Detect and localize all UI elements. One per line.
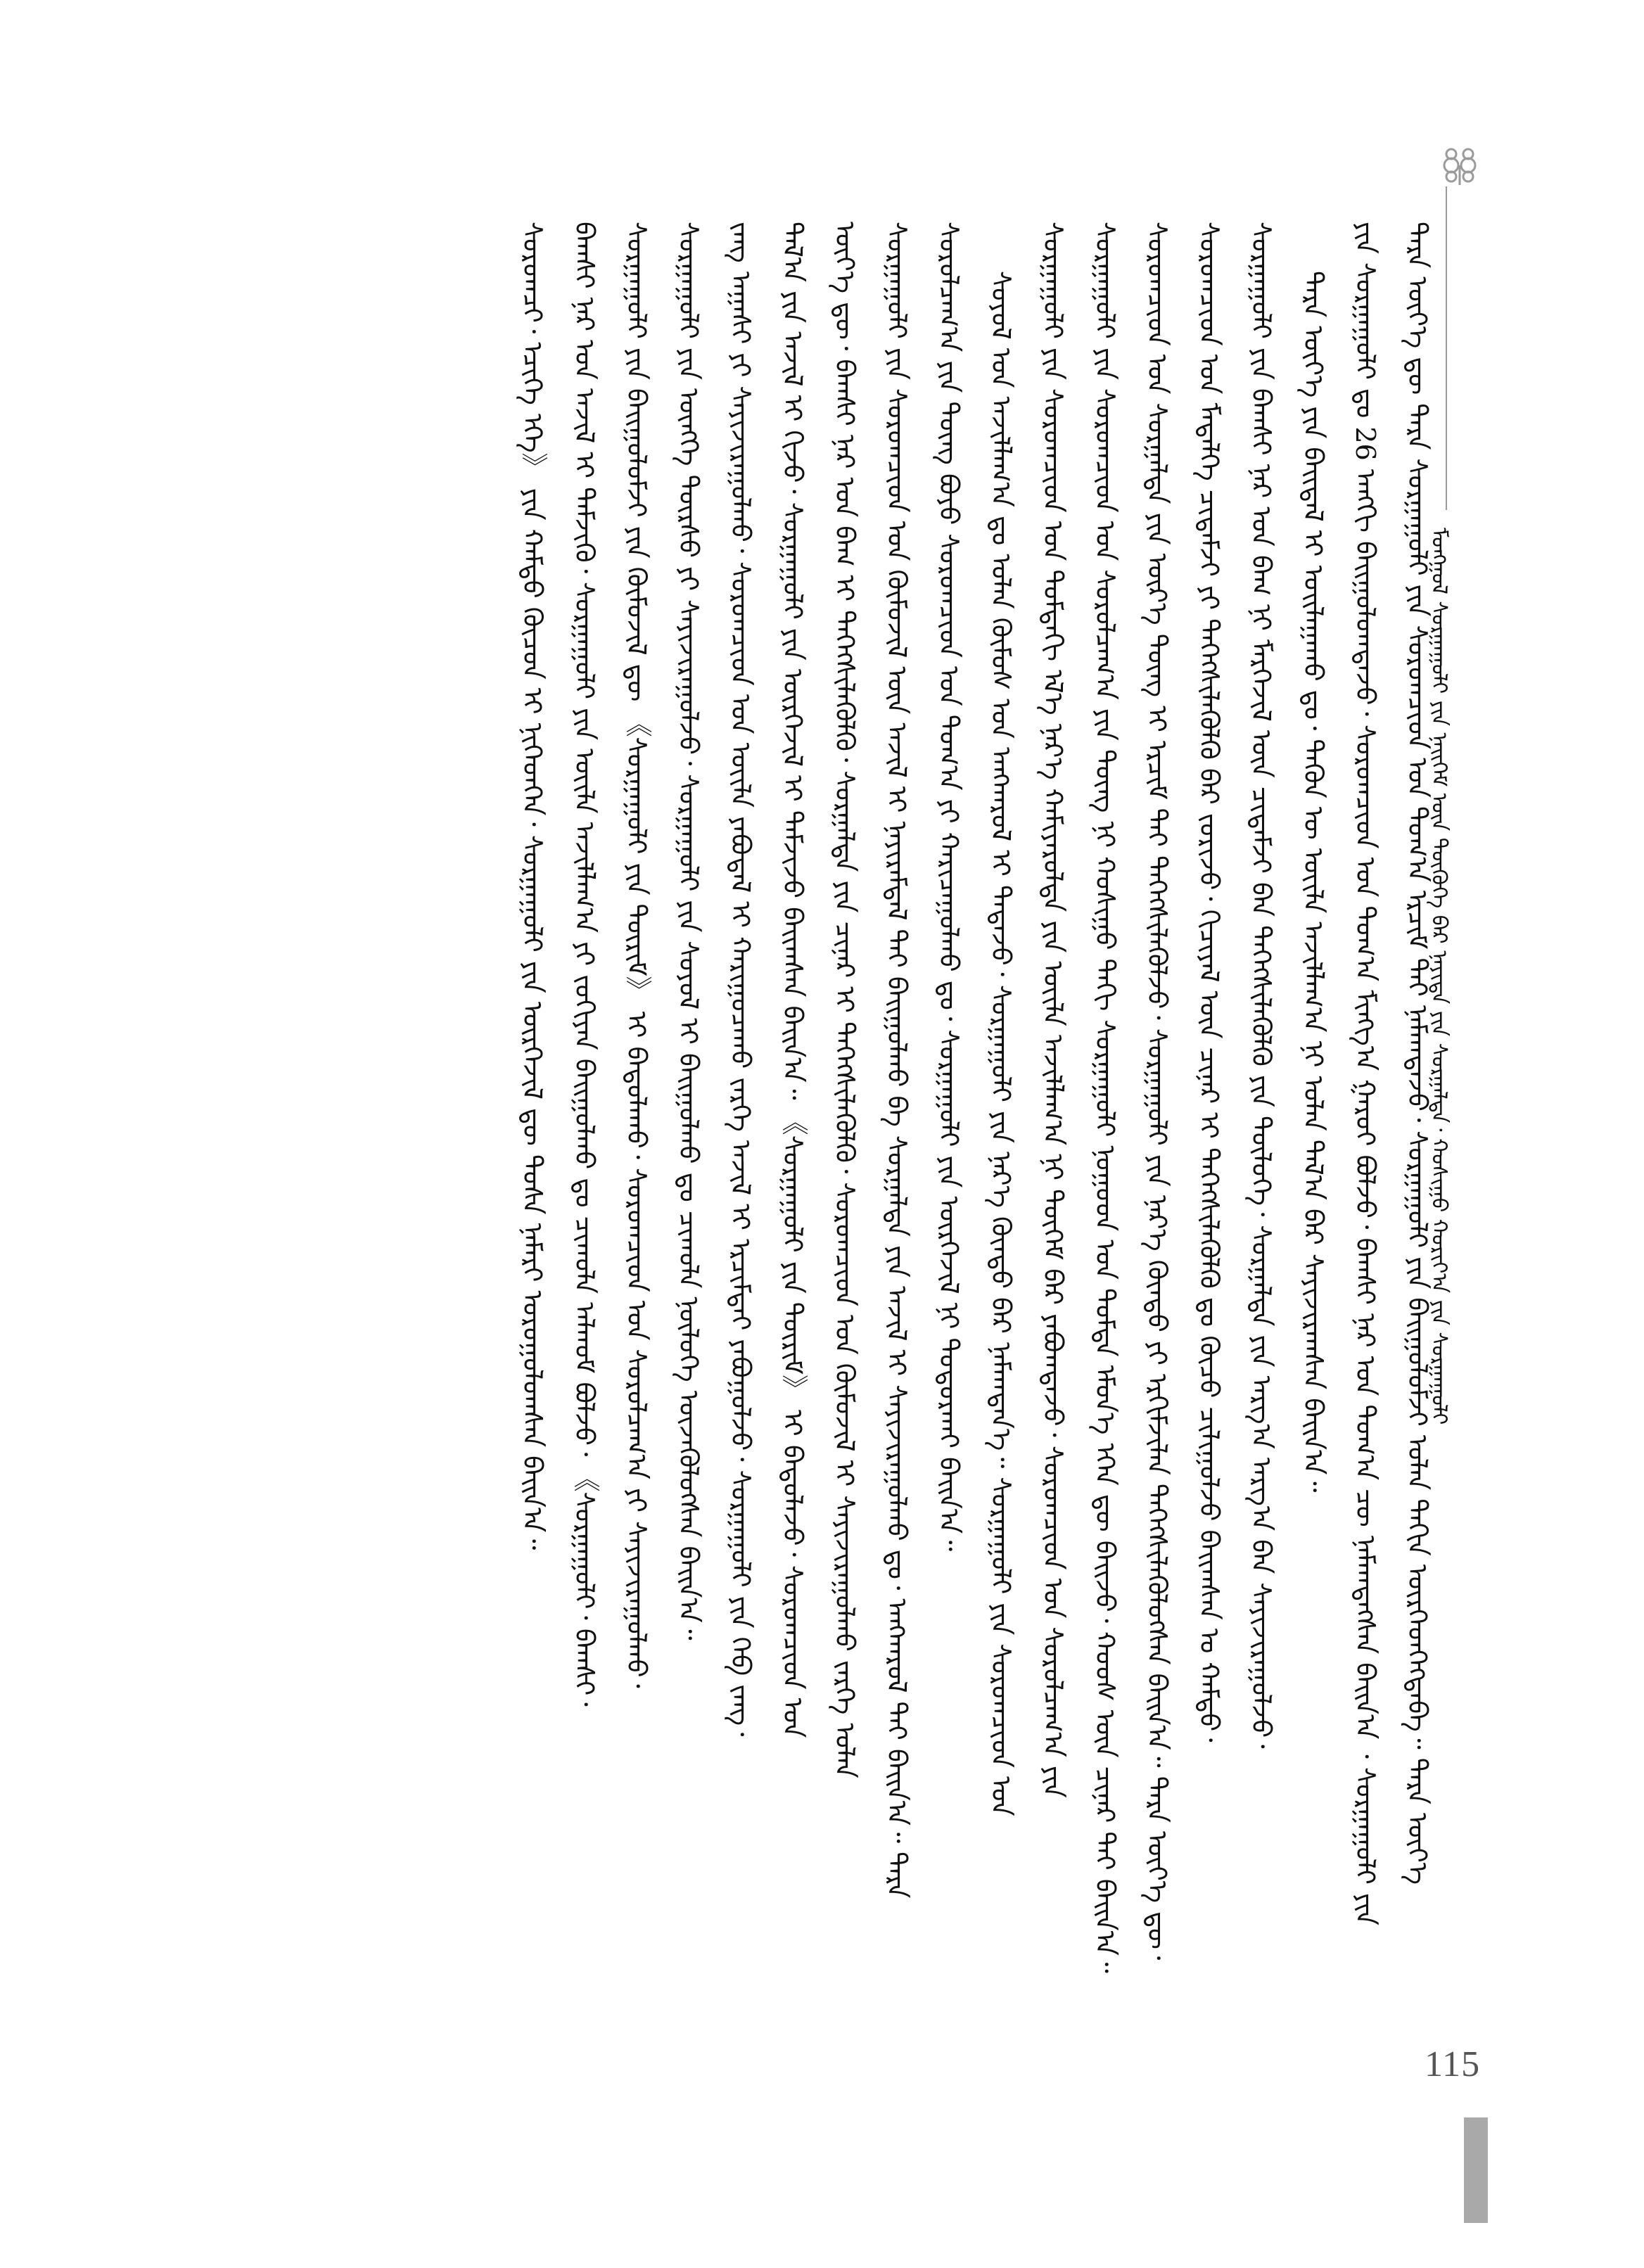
text-line: ᠵᠠᠩ ᠠᠭᠠᠰᠢ ᠶᠢ ᠰᠠᠶᠢᠵᠢᠷᠠᠭᠤᠯᠬᠤ᠂ ᠰᠤᠷᠤᠭᠴᠢᠳ ᠤᠨ ᠦᠢᠯᠡ ᠶᠠᠪᠤᠳᠠᠯ ᠢ ᠬᠠᠷᠢᠭᠤᠴᠠᠬᠤ ᠵᠡᠷᠭᠡ ᠠᠵᠢᠯ ᠢ ᠡᠷᠴᠢᠮᠲᠡᠢ ᠶᠠᠪᠤᠭᠤᠯᠵᠤ᠂ ᠰᠤᠷᠭᠠᠭᠤᠯᠢ ᠶᠢᠨ ᠬᠡᠪ ᠵᠠᠩ᠂ xyxy=(725,222,756,1737)
text-line: ᠰᠤᠷᠭᠠᠭᠤᠯᠢ ᠶᠢᠨ ᠰᠤᠷᠤᠭᠴᠢᠳ ᠤᠨ ᠳᠤᠮᠳᠠᠬᠢ ᠡᠯ᠎ᠡ ᠨᠡᠷ᠎ᠡ ᠬᠠᠮᠢᠶᠠᠷᠤᠯᠲᠠ ᠶᠢᠨ ᠦᠢᠯᠡ ᠠᠵᠢᠯᠯᠠᠭ᠎ᠠ ᠨᠢ ᠲᠦᠬᠡᠮ ᠪᠡᠷ ᠶᠠᠪᠤᠭᠳᠠᠵᠤ᠂ ᠰᠤᠷᠤᠭᠴᠢᠳ ᠤᠨ ᠰᠤᠷᠤᠯᠴᠠᠭ᠎ᠠ ᠶᠢᠨ xyxy=(1038,222,1069,1798)
text-line: ᠪᠠᠭᠰᠢ ᠨᠠᠷ ᠤᠨ ᠠᠵᠢᠯ ᠢ ᠳᠡᠮᠵᠢᠬᠦ᠂ ᠰᠤᠷᠭᠠᠭᠤᠯᠢ ᠶᠢᠨ ᠦᠢᠯᠡ ᠠᠵᠢᠯᠯᠠᠭ᠎ᠠ ᠶᠢ ᠵᠣᠬᠢᠶᠠᠨ ᠪᠠᠢᠭᠤᠯᠬᠤ ᠳᠤ ᠴᠢᠬᠤᠯᠠ ᠠᠯᠬᠤᠮ ᠪᠣᠯᠵᠤ᠂ 《ᠰᠤᠷᠭᠠᠭᠤᠯᠢ᠂ ᠪᠠᠭᠰᠢ᠂ xyxy=(569,222,600,1707)
text-line: ᠰᠤᠷᠤᠯᠴᠠᠭ᠎ᠠ ᠶᠢᠨ ᠳᠦᠩ ᠪᠤᠶᠤ ᠰᠤᠷᠤᠭᠴᠢᠳ ᠤᠨ ᠲᠣᠭ᠎ᠠ ᠶᠢ ᠬᠠᠷᠢᠴᠠᠭᠤᠯᠬᠤ ᠳᠤ᠂ ᠰᠤᠷᠭᠠᠭᠤᠯᠢ ᠶᠢᠨ ᠥᠷᠭᠡᠵᠢᠯ ᠨᠢ ᠲᠣᠳᠤᠷᠬᠠᠢ ᠪᠠᠢᠨ᠎ᠠ᠃ xyxy=(933,222,964,1552)
text-line: ᠰᠤᠷᠭᠠᠭᠤᠯᠢ ᠶᠢᠨ ᠥᠩᠭᠡ ᠳᠦᠷᠰᠦ ᠶᠢ ᠰᠠᠶᠢᠵᠢᠷᠠᠭᠤᠯᠵᠤ᠂ ᠰᠤᠷᠭᠠᠭᠤᠯᠢ ᠶᠢᠨ ᠰᠣᠶᠤᠯ ᠢ ᠪᠠᠢᠭᠤᠯᠬᠤ ᠳᠤ ᠴᠢᠬᠤᠯᠠ ᠨᠥᠯᠦᠭᠡ ᠦᠵᠡᠭᠦᠯᠦᠭᠰᠡᠨ ᠪᠠᠢᠨ᠎ᠠ᠃ xyxy=(673,222,704,1641)
text-line: ᠦᠶ᠎ᠡ ᠳᠦ᠂ ᠪᠠᠭᠰᠢ ᠨᠠᠷ ᠤᠨ ᠪᠠᠭ ᠢ ᠳᠡᠭᠡᠭᠰᠢᠯᠡᠭᠦᠯᠬᠦ᠂ ᠰᠤᠷᠭᠠᠯᠲᠠ ᠶᠢᠨ ᠴᠢᠨᠠᠷ ᠢ ᠳᠡᠭᠡᠭᠰᠢᠯᠡᠭᠦᠯᠬᠦ᠂ ᠰᠤᠷᠤᠭᠴᠢᠳ ᠤᠨ ᠬᠥᠮᠦᠵᠢᠯ ᠢ ᠰᠠᠶᠢᠵᠢᠷᠠᠭᠤᠯᠬᠤ ᠵᠡᠷᠭᠡ ᠣᠯᠠᠨ xyxy=(829,222,860,1778)
text-line: ᠲᠡᠷᠡ ᠦᠶ᠎ᠡ ᠳᠦ ᠲᠡᠷᠡ ᠰᠤᠷᠭᠠᠭᠤᠯᠢ ᠶᠢᠨ ᠰᠤᠷᠤᠭᠴᠢᠳ ᠤᠨ ᠲᠣᠭ᠎ᠠ ᠡᠷᠴᠢᠮ ᠲᠡᠢ ᠨᠡᠮᠡᠭ᠍ᠳᠡᠵᠦ᠂ ᠰᠤᠷᠭᠠᠭᠤᠯᠢ ᠶᠢᠨ ᠪᠠᠢᠭᠤᠯᠤᠮᠵᠢ ᠣᠯᠠᠨ ᠳᠠᠬᠢᠨ ᠥᠷᠭᠡᠳᠭᠡᠭᠳᠡᠪᠡ᠃ ᠲᠡᠷᠡ ᠦᠶ᠎ᠡ xyxy=(1402,222,1433,1885)
header-ornament xyxy=(1425,144,1502,186)
running-header: ᠮᠣᠩᠭᠣᠯ ᠰᠤᠷᠭᠠᠭᠤᠯᠢ ᠶᠢᠨ ᠨᠡᠢᠭᠡᠮ ᠦᠨ ᠲᠦᠭᠦᠬᠡ ᠪᠡᠷ ᠨᠡᠶᠢᠲᠡ ᠶᠢᠨ ᠰᠤᠷᠭᠠᠯᠲᠠ᠂ ᠬᠣᠰᠢᠭᠤ ᠬᠤᠷᠢᠶ᠎ᠠ ᠶᠢᠨ ᠰᠤᠷᠭᠠᠭᠤᠯᠢ xyxy=(1427,528,1451,1425)
text-line: ᠶᠢᠨ ᠰᠤᠷᠭᠠᠭᠤᠯᠢ ᠳᠤ 26 ᠠᠩᠭᠢ ᠪᠠᠢᠭᠤᠯᠤᠭᠳᠠᠵᠤ᠂ ᠰᠤᠷᠤᠭᠴᠢᠳ ᠤᠨ ᠲᠣᠭ᠎ᠠ ᠮᠢᠩᠭ᠎ᠠ ᠭᠠᠷᠤᠢ ᠪᠣᠯᠵᠤ᠂ ᠪᠠᠭᠰᠢ ᠨᠠᠷ ᠤᠨ ᠲᠣᠭ᠎ᠠ ᠴᠦ ᠨᠡᠮᠡᠭ᠍ᠳᠡᠭᠰᠡᠨ ᠪᠠᠢᠨ᠎ᠠ ᠂ ᠰᠤᠷᠭᠠᠭᠤᠯᠢ ᠶᠢᠨ xyxy=(1350,222,1381,1925)
page-edge-tab xyxy=(1464,2117,1488,2223)
text-line: ᠲᠡᠷᠡ ᠦᠶ᠎ᠡ ᠶᠢᠨ ᠪᠠᠢᠳᠠᠯ ᠢ ᠣᠢᠯᠠᠭᠠᠬᠤ ᠳᠤ᠂ ᠲᠡᠭᠦᠨ ᠦ ᠦᠢᠯᠡ ᠠᠵᠢᠯᠯᠠᠭ᠎ᠠ ᠨᠢ ᠣᠯᠠᠨ ᠲᠠᠯ᠎ᠠ ᠪᠠᠷ ᠰᠠᠶᠢᠵᠢᠷᠠᠭᠰᠠᠨ ᠪᠠᠢᠨ᠎ᠠ᠃ xyxy=(1298,271,1329,1493)
text-line: ᠰᠤᠷᠭᠠᠭᠤᠯᠢ ᠶᠢᠨ ᠪᠠᠢᠭᠤᠯᠤᠮᠵᠢ ᠶᠢᠨ ᠬᠥᠮᠦᠵᠢᠯ ᠳᠦ 《ᠰᠤᠷᠭᠠᠭᠤᠯᠢ ᠶᠢᠨ ᠳᠦᠷᠢᠮ》 ᠢ ᠪᠠᠲᠤᠯᠠᠬᠤ᠂ ᠰᠤᠷᠤᠭᠴᠢᠳ ᠤᠨ ᠰᠤᠷᠤᠯᠴᠠᠭ᠎ᠠ ᠶᠢ ᠰᠠᠶᠢᠵᠢᠷᠠᠭᠤᠯᠬᠤ᠂ xyxy=(621,222,652,1688)
text-line: ᠲᠠᠯ᠎ᠠ ᠶᠢᠨ ᠠᠵᠢᠯ ᠢ ᠬᠢᠵᠦ᠂ ᠰᠤᠷᠭᠠᠭᠤᠯᠢ ᠶᠢᠨ ᠥᠷᠭᠡᠵᠢᠯ ᠢ ᠳᠡᠮᠵᠢᠵᠦ ᠪᠠᠢᠭᠰᠠᠨ ᠪᠠᠢᠨ᠎ᠠ᠃ 《ᠰᠤᠷᠭᠠᠭᠤᠯᠢ ᠶᠢᠨ ᠳᠦᠷᠢᠮ》 ᠢ ᠪᠠᠲᠤᠯᠠᠵᠤ᠂ ᠰᠤᠷᠤᠭᠴᠢᠳ ᠤᠨ xyxy=(777,222,808,1738)
text-line: ᠰᠤᠷᠭᠠᠭᠤᠯᠢ ᠶᠢᠨ ᠰᠤᠷᠤᠭᠴᠢᠳ ᠤᠨ ᠰᠤᠷᠤᠯᠴᠠᠭ᠎ᠠ ᠶᠢᠨ ᠳᠦᠩ ᠨᠢ ᠬᠣᠰᠢᠭᠤ ᠳᠠᠬᠢ ᠰᠤᠷᠭᠠᠭᠤᠯᠢ ᠨᠤᠭᠤᠳ ᠤᠨ ᠳᠤᠮᠳᠠ ᠡᠮᠦᠨ᠎ᠡ ᠡᠭᠡᠨ ᠳᠦ ᠪᠠᠢᠵᠤ᠂ ᠬᠣᠣᠰ ᠦᠨ ᠴᠢᠨᠠᠷ ᠲᠠᠢ ᠪᠠᠢᠨ᠎ᠠ᠃ xyxy=(1090,222,1121,1973)
text-line: ᠰᠤᠷᠭᠠᠭᠤᠯᠢ ᠶᠢᠨ ᠰᠤᠷᠤᠭᠴᠢᠳ ᠤᠨ ᠬᠥᠮᠦᠵᠢᠯ ᠦᠨ ᠠᠵᠢᠯ ᠢ ᠨᠠᠶᠢᠷᠠᠮᠳᠠᠯ ᠲᠠᠢ ᠪᠠᠢᠭᠤᠯᠬᠤ ᠪᠠ ᠰᠤᠷᠭᠠᠯᠲᠠ ᠶᠢᠨ ᠠᠵᠢᠯ ᠢ ᠰᠠᠶᠢᠵᠢᠷᠠᠭᠤᠯᠬᠤ ᠳᠤ᠂ ᠠᠩᠬᠠᠷᠤᠯ ᠲᠠᠢ ᠪᠠᠢᠨ᠎ᠠ᠃ ᠲᠡᠷᠡ xyxy=(881,222,912,1899)
text-line: ᠰᠤᠷᠤᠭᠴᠢᠳ ᠤᠨ ᠮᠡᠳᠡᠯᠭᠡ ᠴᠢᠳᠠᠮᠵᠢ ᠶᠢ ᠳᠡᠭᠡᠭᠰᠢᠯᠡᠭᠦᠯᠬᠦ ᠪᠠᠷ ᠵᠣᠷᠢᠵᠤ᠂ ᠬᠢᠴᠢᠶᠡᠯ ᠦᠨ ᠴᠢᠨᠠᠷ ᠢ ᠳᠡᠭᠡᠭᠰᠢᠯᠡᠭᠦᠯᠬᠦ ᠳᠤ ᠬᠦᠴᠦ ᠴᠢᠯᠢᠭᠤᠯᠵᠤ ᠪᠠᠢᠭᠰᠠᠨ ᠤ ᠬᠠᠮᠲᠤ᠂ xyxy=(1194,222,1225,1743)
page-number: 115 xyxy=(1425,2044,1481,2084)
text-line: ᠰᠣᠶᠤᠯ ᠤᠨ ᠠᠵᠢᠯᠯᠠᠭ᠎ᠠ ᠳᠤ ᠣᠯᠠᠨ ᠬᠦᠮᠦᠰ ᠤᠨ ᠠᠩᠬᠠᠷᠤᠯ ᠢ ᠲᠠᠲᠠᠵᠤ᠂ ᠰᠤᠷᠭᠠᠭᠤᠯᠢ ᠶᠢᠨ ᠨᠡᠷ᠎ᠡ ᠬᠦᠨᠳᠦ ᠪᠠᠷ ᠨᠡᠮᠡᠭ᠍ᠳᠡᠨ᠎ᠡ᠃ ᠰᠤᠷᠭᠠᠭᠤᠯᠢ ᠶᠢᠨ ᠰᠤᠷᠤᠭᠴᠢᠳ ᠤᠨ xyxy=(986,271,1017,1816)
text-line: ᠰᠤᠷᠤᠭᠴᠢᠳ ᠤᠨ ᠰᠤᠷᠭᠠᠯᠲᠠ ᠶᠢᠨ ᠦᠷ᠎ᠡ ᠳᠦᠩ ᠢ ᠡᠷᠴᠢᠮ ᠲᠡᠢ ᠳᠡᠭᠡᠭᠰᠢᠯᠡᠭᠦᠯᠵᠦ᠂ ᠰᠤᠷᠭᠠᠭᠤᠯᠢ ᠶᠢᠨ ᠨᠡᠷ᠎ᠡ ᠬᠦᠨᠳᠦ ᠶᠢ ᠡᠷᠬᠢᠮᠵᠢᠯᠡᠨ ᠳᠡᠭᠡᠭᠰᠢᠯᠡᠭᠦᠯᠦᠭᠰᠡᠨ ᠪᠠᠢᠨ᠎ᠠ᠃ ᠲᠡᠷᠡ ᠦᠶ᠎ᠡ ᠳᠦ᠂ xyxy=(1142,222,1173,1961)
text-line: ᠰᠤᠷᠤᠭᠴᠢ᠂ ᠡᠴᠢᠭᠡ ᠡᠬᠡ》 ᠶᠢᠨ ᠬᠠᠮᠲᠤ ᠬᠦᠴᠦᠨ ᠢ ᠨᠢᠭᠡᠳᠭᠡᠨ᠂ ᠰᠤᠷᠭᠠᠭᠤᠯᠢ ᠶᠢᠨ ᠥᠷᠭᠡᠵᠢᠯ ᠳᠦ ᠲᠤᠰᠠ ᠨᠡᠮᠡᠷᠢ ᠣᠷᠣᠭᠤᠯᠤᠭᠰᠠᠨ ᠪᠠᠢᠨ᠎ᠠ᠃ xyxy=(517,222,548,1550)
body-text xyxy=(205,222,1444,2135)
text-line: ᠰᠤᠷᠭᠠᠭᠤᠯᠢ ᠶᠢᠨ ᠪᠠᠭᠰᠢ ᠨᠠᠷ ᠤᠨ ᠪᠠᠭ ᠨᠢ ᠮᠡᠷᠭᠡᠵᠢᠯ ᠦᠨ ᠴᠢᠳᠠᠮᠵᠢ ᠪᠡᠨ ᠳᠡᠭᠡᠭᠰᠢᠯᠡᠭᠦᠯᠬᠦ ᠶᠢᠨ ᠲᠥᠯᠥᠭᠡ᠂ ᠰᠤᠷᠭᠠᠯᠲᠠ ᠶᠢᠨ ᠠᠷᠭ᠎ᠠ ᠠᠷᠭ᠎ᠠ ᠪᠡᠨ ᠰᠠᠶᠢᠵᠢᠷᠠᠭᠤᠯᠵᠤ᠂ xyxy=(1246,222,1277,1749)
header-rule xyxy=(1446,186,1447,510)
